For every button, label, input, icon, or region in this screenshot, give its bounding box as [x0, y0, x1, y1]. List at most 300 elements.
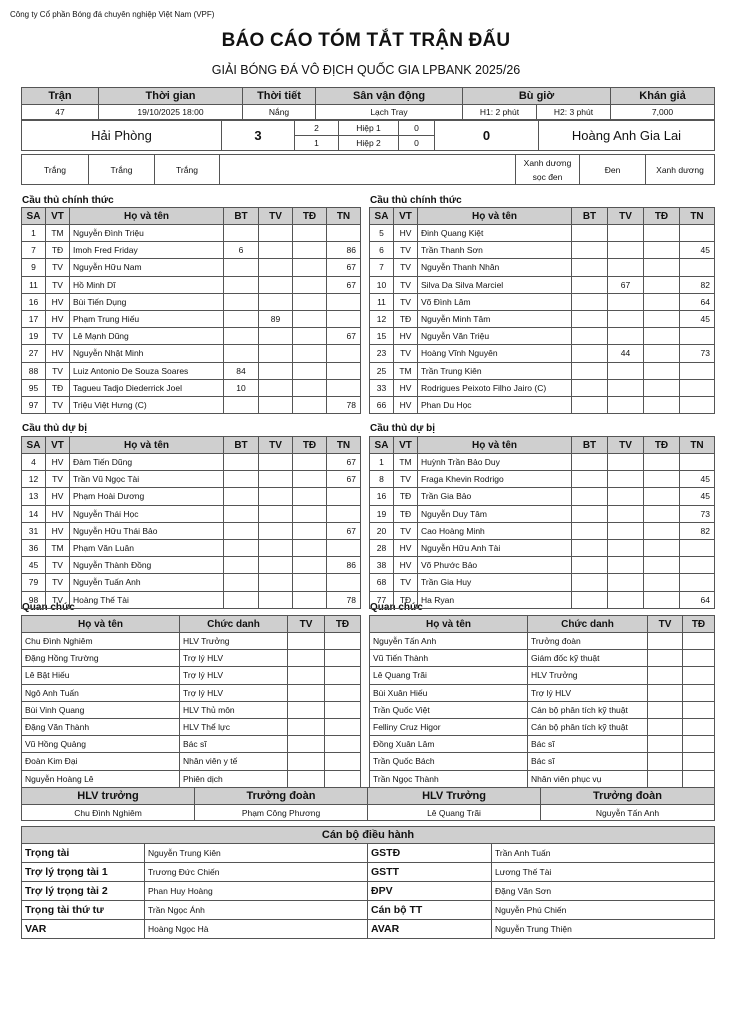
- yellow-card-minute: 89: [259, 310, 293, 327]
- sub-minute: [327, 505, 361, 522]
- shirt-number: 27: [22, 345, 46, 362]
- position: TĐ: [46, 242, 70, 259]
- player-name: Trần Thanh Sơn: [418, 242, 572, 259]
- home-kit-2: Trắng: [89, 155, 155, 185]
- player-name: Nguyễn Duy Tâm: [418, 505, 572, 522]
- yellow-card-minute: 44: [608, 345, 644, 362]
- goal-minute: [224, 396, 259, 413]
- goal-minute: [572, 557, 608, 574]
- red-card-minute: [293, 454, 327, 471]
- position: TĐ: [394, 591, 418, 608]
- player-name: Nguyễn Hữu Thái Bảo: [70, 522, 224, 539]
- half2-home: 1: [295, 136, 339, 151]
- position: HV: [394, 539, 418, 556]
- player-name: Nguyễn Văn Triệu: [418, 328, 572, 345]
- official-title: Bác sĩ: [528, 753, 648, 770]
- column-header: TĐ: [683, 616, 715, 633]
- away-kit-3: Xanh dương: [646, 155, 715, 185]
- red-card-minute: [644, 591, 680, 608]
- yellow-card-minute: [259, 574, 293, 591]
- red-card-minute: [644, 574, 680, 591]
- shirt-number: 66: [370, 396, 394, 413]
- sub-minute: 67: [327, 471, 361, 488]
- player-name: Rodrigues Peixoto Filho Jairo (C): [418, 379, 572, 396]
- goal-minute: [572, 591, 608, 608]
- column-header: Họ và tên: [418, 208, 572, 225]
- player-row: [370, 488, 715, 505]
- official-title: Trợ lý HLV: [528, 684, 648, 701]
- official-name: Lê Quang Trãi: [370, 667, 528, 684]
- shirt-number: 16: [22, 293, 46, 310]
- match-stadium: Lạch Tray: [316, 105, 463, 120]
- player-row: [370, 471, 715, 488]
- red-card-minute: [293, 242, 327, 259]
- home-kit-1: Trắng: [22, 155, 89, 185]
- player-row: [22, 328, 361, 345]
- column-header: VT: [394, 208, 418, 225]
- home-starters-label: Cầu thủ chính thức: [22, 195, 114, 206]
- yellow-card: [648, 684, 683, 701]
- player-name: Phan Du Học: [418, 396, 572, 413]
- official-person: Nguyễn Trung Kiên: [145, 844, 368, 863]
- shirt-number: 8: [370, 471, 394, 488]
- shirt-number: 19: [22, 328, 46, 345]
- official-name: Bùi Xuân Hiếu: [370, 684, 528, 701]
- yellow-card-minute: [608, 539, 644, 556]
- official-name: Ngô Anh Tuấn: [22, 684, 180, 701]
- position: TV: [46, 362, 70, 379]
- red-card-minute: [293, 259, 327, 276]
- company-name: Công ty Cổ phần Bóng đá chuyên nghiệp Việt Nam (VPF): [10, 10, 215, 19]
- home-subs-label: Cầu thủ dự bị: [22, 423, 88, 434]
- league-subtitle: GIẢI BÓNG ĐÁ VÔ ĐỊCH QUỐC GIA LPBANK 2025/26: [211, 63, 521, 77]
- official-row: [22, 736, 361, 753]
- red-card-minute: [293, 328, 327, 345]
- shirt-number: 23: [370, 345, 394, 362]
- column-header: TĐ: [644, 208, 680, 225]
- red-card-minute: [293, 225, 327, 242]
- official-role: ĐPV: [368, 882, 492, 901]
- half1-away: 0: [399, 121, 435, 136]
- position: HV: [394, 328, 418, 345]
- column-header: SA: [22, 208, 46, 225]
- referee-row: [22, 882, 715, 901]
- player-row: [370, 328, 715, 345]
- official-title: HLV Trưởng: [180, 633, 288, 650]
- goal-minute: [224, 310, 259, 327]
- column-header: Họ và tên: [370, 616, 528, 633]
- official-role: Cán bộ TT: [368, 901, 492, 920]
- shirt-number: 19: [370, 505, 394, 522]
- official-name: Đặng Hồng Trường: [22, 650, 180, 667]
- sub-minute: 64: [680, 293, 715, 310]
- half1-home: 2: [295, 121, 339, 136]
- sub-minute: [327, 225, 361, 242]
- position: TM: [46, 225, 70, 242]
- red-card: [325, 718, 361, 735]
- red-card-minute: [644, 293, 680, 310]
- goal-minute: [572, 396, 608, 413]
- yellow-card-minute: [608, 293, 644, 310]
- goal-minute: 10: [224, 379, 259, 396]
- official-title: Nhân viên phục vụ: [528, 770, 648, 787]
- player-name: Lê Mạnh Dũng: [70, 328, 224, 345]
- sub-minute: [327, 574, 361, 591]
- position: TV: [46, 328, 70, 345]
- red-card-minute: [293, 557, 327, 574]
- yellow-card: [288, 770, 325, 787]
- red-card-minute: [293, 310, 327, 327]
- sub-minute: [680, 539, 715, 556]
- position: TV: [394, 522, 418, 539]
- official-title: Trợ lý HLV: [180, 650, 288, 667]
- shirt-number: 7: [22, 242, 46, 259]
- player-name: Võ Phước Bảo: [418, 557, 572, 574]
- official-row: [22, 684, 361, 701]
- position: TV: [46, 557, 70, 574]
- red-card-minute: [644, 522, 680, 539]
- red-card: [325, 684, 361, 701]
- shirt-number: 11: [22, 276, 46, 293]
- red-card: [325, 701, 361, 718]
- yellow-card: [288, 736, 325, 753]
- goal-minute: [224, 328, 259, 345]
- player-name: Phạm Văn Luân: [70, 539, 224, 556]
- player-row: [370, 574, 715, 591]
- red-card-minute: [644, 557, 680, 574]
- goal-minute: [224, 574, 259, 591]
- official-name: Felliny Cruz Higor: [370, 718, 528, 735]
- sub-minute: 67: [327, 328, 361, 345]
- player-name: Võ Đình Lâm: [418, 293, 572, 310]
- away-subs-label: Cầu thủ dự bị: [370, 423, 436, 434]
- official-role: Trọng tài thứ tư: [22, 901, 145, 920]
- yellow-card-minute: [259, 293, 293, 310]
- yellow-card-minute: [259, 591, 293, 608]
- official-person: Phan Huy Hoàng: [145, 882, 368, 901]
- official-role: GSTĐ: [368, 844, 492, 863]
- kits-table: [21, 154, 715, 185]
- player-row: [370, 225, 715, 242]
- yellow-card-minute: [608, 591, 644, 608]
- player-row: [370, 454, 715, 471]
- sub-minute: 73: [680, 505, 715, 522]
- player-name: Fraga Khevin Rodrigo: [418, 471, 572, 488]
- official-row: [370, 667, 715, 684]
- red-card: [683, 650, 715, 667]
- half1-label: Hiệp 1: [339, 121, 399, 136]
- player-name: Trần Gia Huy: [418, 574, 572, 591]
- shirt-number: 13: [22, 488, 46, 505]
- position: HV: [46, 345, 70, 362]
- shirt-number: 38: [370, 557, 394, 574]
- yellow-card-minute: [608, 396, 644, 413]
- column-header: TĐ: [325, 616, 361, 633]
- sub-minute: [680, 379, 715, 396]
- match-info-table: [21, 87, 715, 120]
- shirt-number: 6: [370, 242, 394, 259]
- away-starters-table: [369, 207, 715, 414]
- red-card-minute: [644, 471, 680, 488]
- official-row: [22, 667, 361, 684]
- sub-minute: [327, 488, 361, 505]
- player-row: [22, 310, 361, 327]
- player-row: [370, 539, 715, 556]
- column-header: TĐ: [293, 208, 327, 225]
- official-row: [22, 650, 361, 667]
- sub-minute: [680, 574, 715, 591]
- shirt-number: 79: [22, 574, 46, 591]
- official-name: Lê Bật Hiếu: [22, 667, 180, 684]
- sub-minute: 45: [680, 471, 715, 488]
- red-card: [683, 667, 715, 684]
- official-title: Cán bộ phân tích kỹ thuật: [528, 701, 648, 718]
- away-kit-1: Xanh dương sọc đen: [516, 155, 580, 185]
- official-name: Đoàn Kim Đại: [22, 753, 180, 770]
- goal-minute: [572, 276, 608, 293]
- official-row: [370, 701, 715, 718]
- official-name: Đồng Xuân Lâm: [370, 736, 528, 753]
- sub-minute: [680, 328, 715, 345]
- red-card-minute: [293, 471, 327, 488]
- shirt-number: 95: [22, 379, 46, 396]
- yellow-card: [288, 701, 325, 718]
- yellow-card-minute: [608, 574, 644, 591]
- sub-minute: [327, 310, 361, 327]
- official-person: Trần Ngọc Ánh: [145, 901, 368, 920]
- official-role: Trợ lý trọng tài 2: [22, 882, 145, 901]
- position: HV: [46, 505, 70, 522]
- red-card-minute: [644, 345, 680, 362]
- official-person: Nguyễn Trung Thiện: [492, 920, 715, 939]
- sub-minute: 78: [327, 591, 361, 608]
- red-card-minute: [293, 379, 327, 396]
- yellow-card-minute: [259, 379, 293, 396]
- goal-minute: 84: [224, 362, 259, 379]
- official-title: Bác sĩ: [528, 736, 648, 753]
- player-row: [22, 591, 361, 608]
- red-card: [683, 753, 715, 770]
- red-card-minute: [644, 505, 680, 522]
- sub-minute: [327, 362, 361, 379]
- yellow-card: [288, 718, 325, 735]
- red-card-minute: [644, 396, 680, 413]
- sub-minute: 67: [327, 276, 361, 293]
- player-name: Phạm Trung Hiếu: [70, 310, 224, 327]
- official-title: Phiên dịch: [180, 770, 288, 787]
- player-name: Silva Da Silva Marciel: [418, 276, 572, 293]
- position: HV: [394, 225, 418, 242]
- red-card-minute: [293, 539, 327, 556]
- away-team-name: Hoàng Anh Gia Lai: [539, 121, 715, 151]
- column-header: SA: [370, 437, 394, 454]
- shirt-number: 1: [22, 225, 46, 242]
- stoppage-h1: H1: 2 phút: [463, 105, 537, 120]
- official-row: [370, 718, 715, 735]
- sub-minute: [327, 345, 361, 362]
- player-row: [22, 345, 361, 362]
- home-team-name: Hải Phòng: [22, 121, 222, 151]
- sub-minute: [327, 379, 361, 396]
- player-row: [370, 379, 715, 396]
- sub-minute: 45: [680, 310, 715, 327]
- column-header: Chức danh: [528, 616, 648, 633]
- column-header: TV: [288, 616, 325, 633]
- position: HV: [394, 396, 418, 413]
- player-row: [22, 574, 361, 591]
- yellow-card-minute: [259, 522, 293, 539]
- column-header: SA: [22, 437, 46, 454]
- player-row: [370, 557, 715, 574]
- shirt-number: 16: [370, 488, 394, 505]
- yellow-card-minute: 67: [608, 276, 644, 293]
- player-name: Trần Vũ Ngọc Tài: [70, 471, 224, 488]
- shirt-number: 31: [22, 522, 46, 539]
- red-card-minute: [293, 505, 327, 522]
- yellow-card-minute: [259, 539, 293, 556]
- red-card: [683, 718, 715, 735]
- shirt-number: 45: [22, 557, 46, 574]
- sub-minute: [680, 259, 715, 276]
- signoff-home-manager-header: Trưởng đoàn: [195, 788, 368, 805]
- yellow-card: [648, 633, 683, 650]
- column-header: Họ và tên: [418, 437, 572, 454]
- official-role: Trọng tài: [22, 844, 145, 863]
- shirt-number: 7: [370, 259, 394, 276]
- red-card: [683, 770, 715, 787]
- shirt-number: 20: [370, 522, 394, 539]
- player-row: [370, 276, 715, 293]
- player-row: [22, 505, 361, 522]
- match-weather: Nắng: [243, 105, 316, 120]
- yellow-card: [288, 753, 325, 770]
- goal-minute: [572, 362, 608, 379]
- yellow-card-minute: [259, 328, 293, 345]
- red-card: [325, 753, 361, 770]
- goal-minute: [572, 488, 608, 505]
- official-person: Đặng Văn Sơn: [492, 882, 715, 901]
- goal-minute: [572, 574, 608, 591]
- player-name: Hoàng Vĩnh Nguyên: [418, 345, 572, 362]
- yellow-card-minute: [608, 379, 644, 396]
- player-row: [22, 276, 361, 293]
- position: TV: [394, 345, 418, 362]
- red-card-minute: [644, 488, 680, 505]
- home-goals: 3: [222, 121, 295, 151]
- official-title: Cán bộ phân tích kỹ thuật: [528, 718, 648, 735]
- official-row: [22, 753, 361, 770]
- position: TM: [46, 539, 70, 556]
- signoff-away-coach: Lê Quang Trãi: [368, 805, 541, 821]
- red-card: [683, 633, 715, 650]
- player-row: [22, 557, 361, 574]
- official-row: [22, 718, 361, 735]
- column-header: TĐ: [293, 437, 327, 454]
- player-row: [370, 259, 715, 276]
- player-name: Hoàng Thế Tài: [70, 591, 224, 608]
- player-row: [22, 225, 361, 242]
- player-name: Cao Hoàng Minh: [418, 522, 572, 539]
- signoff-away-manager: Nguyễn Tấn Anh: [541, 805, 715, 821]
- goal-minute: [224, 259, 259, 276]
- yellow-card-minute: [608, 488, 644, 505]
- sub-minute: [327, 539, 361, 556]
- away-officials-label: Quan chức: [370, 602, 423, 613]
- shirt-number: 28: [370, 539, 394, 556]
- position: HV: [46, 488, 70, 505]
- shirt-number: 36: [22, 539, 46, 556]
- column-header: BT: [572, 208, 608, 225]
- shirt-number: 5: [370, 225, 394, 242]
- yellow-card: [648, 718, 683, 735]
- goal-minute: [224, 591, 259, 608]
- goal-minute: [224, 471, 259, 488]
- player-name: Nguyễn Minh Tâm: [418, 310, 572, 327]
- red-card: [325, 736, 361, 753]
- goal-minute: [572, 259, 608, 276]
- column-header: Họ và tên: [70, 437, 224, 454]
- player-row: [22, 362, 361, 379]
- sub-minute: 86: [327, 242, 361, 259]
- player-name: Huỳnh Trần Bảo Duy: [418, 454, 572, 471]
- player-row: [22, 396, 361, 413]
- player-name: Trần Gia Bảo: [418, 488, 572, 505]
- goal-minute: [572, 454, 608, 471]
- goal-minute: [224, 522, 259, 539]
- sub-minute: [327, 293, 361, 310]
- position: HV: [46, 310, 70, 327]
- column-header: TĐ: [644, 437, 680, 454]
- away-starters-label: Cầu thủ chính thức: [370, 195, 462, 206]
- signoff-away-manager-header: Trưởng đoàn: [541, 788, 715, 805]
- goal-minute: [224, 539, 259, 556]
- position: HV: [394, 379, 418, 396]
- position: TV: [394, 276, 418, 293]
- official-row: [370, 684, 715, 701]
- position: HV: [394, 557, 418, 574]
- goal-minute: [572, 539, 608, 556]
- yellow-card: [288, 667, 325, 684]
- red-card-minute: [293, 574, 327, 591]
- official-name: Đặng Văn Thành: [22, 718, 180, 735]
- official-title: HLV Trưởng: [528, 667, 648, 684]
- column-header: TV: [608, 437, 644, 454]
- column-header: BT: [224, 437, 259, 454]
- official-title: Nhân viên y tế: [180, 753, 288, 770]
- position: HV: [46, 454, 70, 471]
- official-row: [370, 650, 715, 667]
- official-name: Trần Quốc Việt: [370, 701, 528, 718]
- column-header: Chức danh: [180, 616, 288, 633]
- red-card-minute: [293, 362, 327, 379]
- player-name: Nguyễn Đình Triệu: [70, 225, 224, 242]
- column-header: TN: [327, 437, 361, 454]
- position: TV: [394, 259, 418, 276]
- player-name: Đàm Tiến Dũng: [70, 454, 224, 471]
- header-match: Trận: [22, 88, 99, 105]
- yellow-card: [648, 667, 683, 684]
- red-card-minute: [293, 345, 327, 362]
- player-row: [370, 345, 715, 362]
- yellow-card-minute: [259, 454, 293, 471]
- sub-minute: 86: [327, 557, 361, 574]
- player-name: Nguyễn Nhật Minh: [70, 345, 224, 362]
- official-title: Giám đốc kỹ thuật: [528, 650, 648, 667]
- column-header: TN: [680, 208, 715, 225]
- official-person: Hoàng Ngọc Hà: [145, 920, 368, 939]
- sub-minute: [680, 454, 715, 471]
- yellow-card: [288, 633, 325, 650]
